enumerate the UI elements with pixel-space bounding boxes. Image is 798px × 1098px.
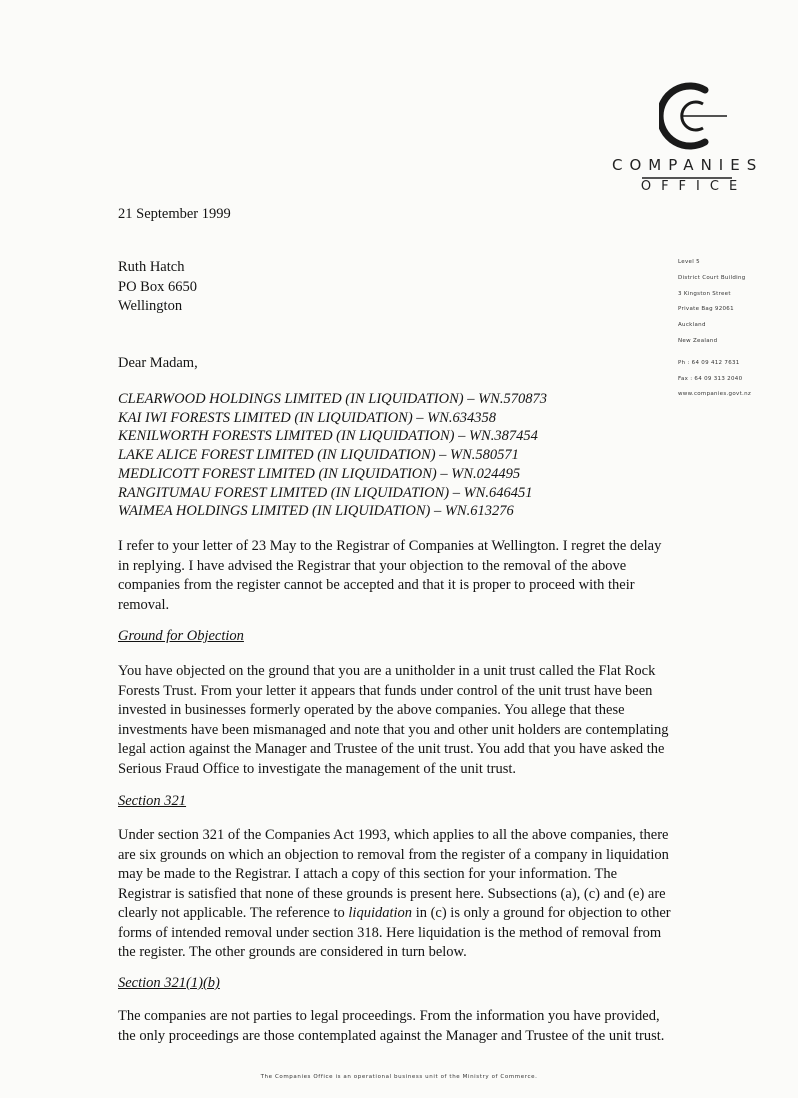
companies-office-logo [612,80,762,202]
paragraph-line: investments have been mismanaged and note that you and other unit holders are contemplating [118,721,669,738]
company-reference: LAKE ALICE FOREST LIMITED (IN LIQUIDATION) – WN.580571 [118,447,519,464]
office-address-line: Auckland [678,322,706,329]
letter-date: 21 September 1999 [118,206,231,222]
paragraph-line: I refer to your letter of 23 May to the Registrar of Companies at Wellington. I regret the delay [118,538,662,554]
heading-section-321: Section 321 [118,793,187,809]
recipient-po-box: PO Box 6650 [118,278,197,295]
company-reference: WAIMEA HOLDINGS LIMITED (IN LIQUIDATION) – WN.613276 [118,503,514,520]
office-address-line: District Court Building [678,274,746,281]
paragraph-line: the only proceedings are those contemplated against the Manager and Trustee of the unit trust. [118,1027,665,1044]
text-span: in (c) is only a ground for objection to other [412,905,671,921]
paragraph-line: The companies are not parties to legal proceedings. From the information you have provided, [118,1008,660,1024]
company-reference: MEDLICOTT FOREST LIMITED (IN LIQUIDATION) – WN.024495 [118,465,521,482]
section-321-paragraph [118,826,718,963]
paragraph-line: invested in businesses formerly operated by the above companies. You allege that these [118,702,625,718]
office-address-block [678,255,788,403]
paragraph-line: companies from the register cannot be accepted and that it is proper to proceed with their [118,577,635,593]
company-reference: KENILWORTH FORESTS LIMITED (IN LIQUIDATION) – WN.387454 [118,428,538,445]
recipient-city: Wellington [118,298,183,314]
logo-line-2: OFFICE [640,179,748,194]
emphasis-liquidation: liquidation [348,905,413,921]
office-fax: Fax : 64 09 313 2040 [678,375,743,382]
office-website: www.companies.govt.nz [678,391,752,398]
paragraph-line: may be made to the Registrar. I attach a copy of this section for your information. The [118,866,618,882]
office-address-line: New Zealand [678,337,718,344]
company-reference: CLEARWOOD HOLDINGS LIMITED (IN LIQUIDATION) – WN.570873 [118,391,547,407]
recipient-address [118,258,197,317]
company-reference-list [118,390,547,521]
recipient-name: Ruth Hatch [118,259,185,275]
paragraph-line: Under section 321 of the Companies Act 1993, which applies to all the above companies, there [118,827,669,843]
office-phone: Ph : 64 09 412 7631 [678,359,740,366]
paragraph-line: in replying. I have advised the Registrar that your objection to the removal of the above [118,557,627,574]
heading-ground-for-objection: Ground for Objection [118,628,244,644]
section-321-1-b-paragraph [118,1007,718,1046]
paragraph-line: Serious Fraud Office to investigate the management of the unit trust. [118,760,516,777]
office-address-line: Private Bag 92061 [678,306,734,313]
letter-footer: The Companies Office is an operational business unit of the Ministry of Commerce. [260,1074,538,1080]
heading-section-321-1-b: Section 321(1)(b) [118,975,220,991]
intro-paragraph [118,537,718,615]
text-span: clearly not applicable. The reference to [118,905,349,921]
paragraph-line [118,904,718,924]
paragraph-line: You have objected on the ground that you are a unitholder in a unit trust called the Flat Rock [118,663,656,679]
logo-line-1: COMPANIES [612,156,764,174]
paragraph-line: forms of intended removal under section 318. Here liquidation is the method of removal from [118,924,662,941]
office-address-line: Level 5 [678,259,700,265]
salutation: Dear Madam, [118,355,198,371]
paragraph-line: are six grounds on which an objection to removal from the register of a company in liquidation [118,846,669,863]
company-reference: KAI IWI FORESTS LIMITED (IN LIQUIDATION) – WN.634358 [118,409,497,426]
paragraph-line: legal action against the Manager and Trustee of the unit trust. You add that you have asked the [118,741,665,757]
office-address-line: 3 Kingston Street [678,290,731,297]
paragraph-line: Registrar is satisfied that none of these grounds is present here. Subsections (a), (c) and (e) are [118,885,666,902]
paragraph-line: Forests Trust. From your letter it appears that funds under control of the unit trust have been [118,682,653,699]
companies-office-emblem-icon [659,80,729,152]
paragraph-line: the register. The other grounds are considered in turn below. [118,944,467,960]
company-reference: RANGITUMAU FOREST LIMITED (IN LIQUIDATION) – WN.646451 [118,484,533,501]
objection-paragraph [118,662,718,779]
paragraph-line: removal. [118,596,170,613]
